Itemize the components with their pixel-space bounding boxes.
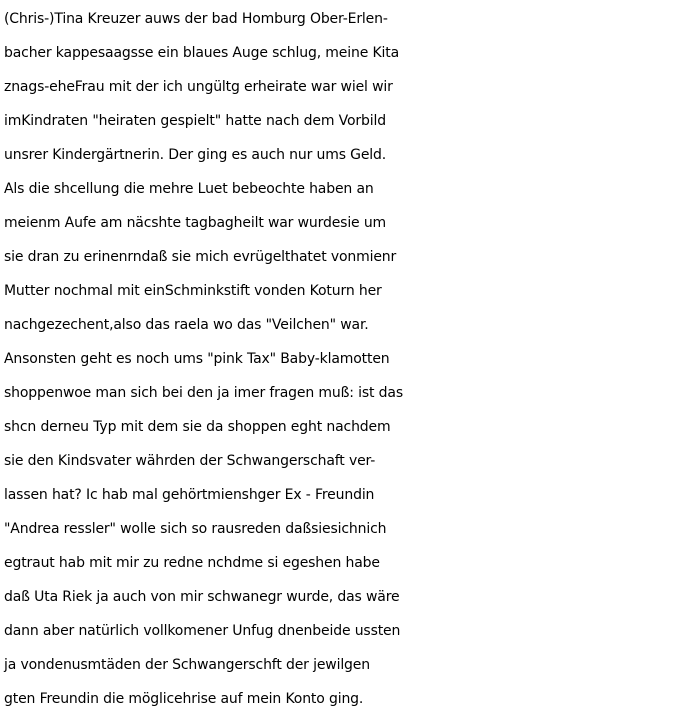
text-line-1: (Chris-)Tina Kreuzer auws der bad Homburg Ober-Erlen- <box>4 11 388 27</box>
text-line-2: bacher kappesaagsse ein blaues Auge schlug, meine Kita <box>4 45 400 61</box>
text-line-6: Als die shcellung die mehre Luet bebeochte haben an <box>4 181 374 197</box>
text-line-12: shoppenwoe man sich bei den ja imer fragen muß: ist das <box>4 385 403 401</box>
text-line-15: lassen hat? Ic hab mal gehörtmienshger Ex - Freundin <box>4 487 375 503</box>
text-line-14: sie den Kindsvater währden der Schwangerschaft ver- <box>4 453 376 469</box>
text-line-8: sie dran zu erinenrndaß sie mich evrügelthatet vonmienr <box>4 249 397 265</box>
document-body <box>4 2 684 716</box>
text-line-4: imKindraten "heiraten gespielt" hatte nach dem Vorbild <box>4 113 386 129</box>
text-line-13: shcn derneu Typ mit dem sie da shoppen eght nachdem <box>4 419 391 435</box>
text-line-7: meienm Aufe am näcshte tagbagheilt war wurdesie um <box>4 215 387 231</box>
text-line-11: Ansonsten geht es noch ums "pink Tax" Baby-klamotten <box>4 351 390 367</box>
text-line-18: daß Uta Riek ja auch von mir schwanegr wurde, das wäre <box>4 589 400 605</box>
text-line-3: znags-eheFrau mit der ich ungültg erheirate war wiel wir <box>4 79 393 95</box>
text-line-10: nachgezechent,also das raela wo das "Veilchen" war. <box>4 317 369 333</box>
text-line-9: Mutter nochmal mit einSchminkstift vonden Koturn her <box>4 283 382 299</box>
text-line-17: egtraut hab mit mir zu redne nchdme si egeshen habe <box>4 555 380 571</box>
text-line-16: "Andrea ressler" wolle sich so rausreden daßsiesichnich <box>4 521 387 537</box>
text-line-21: gten Freundin die möglicehrise auf mein Konto ging. <box>4 691 364 707</box>
text-line-20: ja vondenusmtäden der Schwangerschft der jewilgen <box>4 657 370 673</box>
text-line-5: unsrer Kindergärtnerin. Der ging es auch nur ums Geld. <box>4 147 387 163</box>
text-line-19: dann aber natürlich vollkomener Unfug dnenbeide ussten <box>4 623 401 639</box>
